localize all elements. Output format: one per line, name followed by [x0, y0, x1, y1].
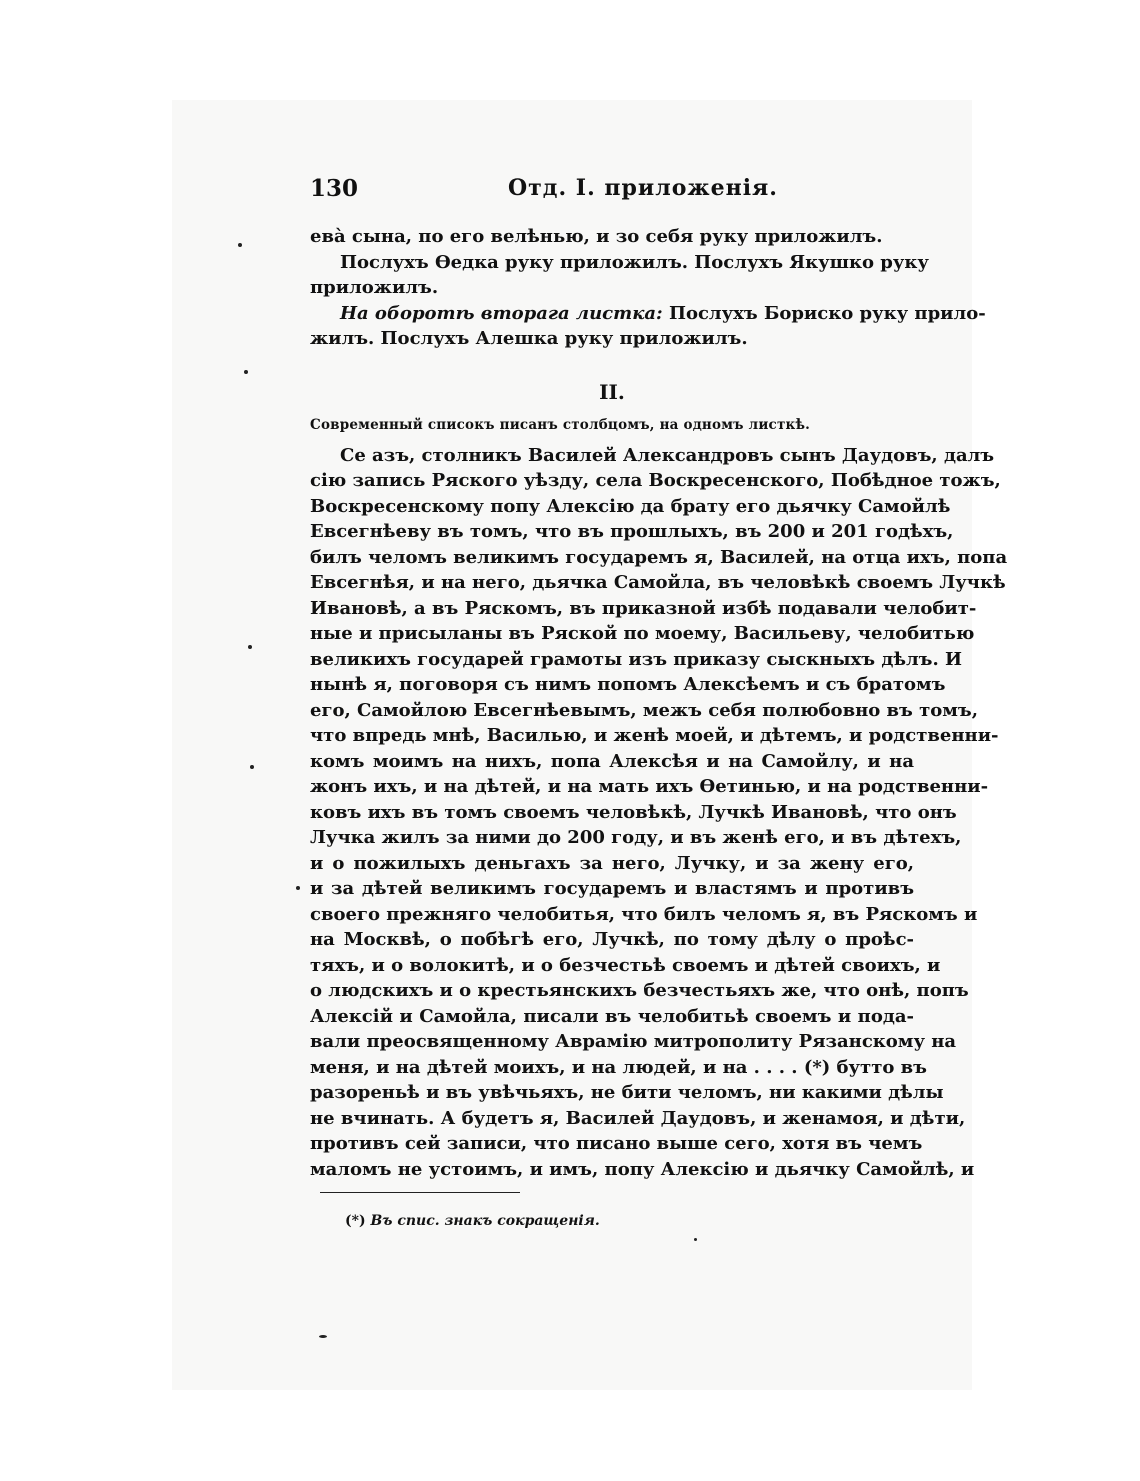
- text-line: ные и присыланы въ Ряской по моему, Васильеву, челобитью: [310, 623, 975, 644]
- text-line: жилъ. Послухъ Алешка руку приложилъ.: [310, 328, 748, 349]
- reverse-side-paragraph: [310, 301, 986, 352]
- footnote: [345, 1213, 600, 1229]
- text-line: Послухъ Ѳедка руку приложилъ. Послухъ Якушко руку: [340, 251, 929, 273]
- text-line: противъ сей записи, что писано выше сего, хотя въ чемъ: [310, 1133, 923, 1154]
- text-line: Ивановѣ, а въ Ряскомъ, въ приказной избѣ подавали челобит-: [310, 597, 977, 619]
- scan-speck: [248, 645, 252, 649]
- page-number: 130: [310, 175, 359, 202]
- text-line: и за дѣтей великимъ государемъ и властямъ и противъ: [310, 878, 914, 899]
- witness-paragraph: [310, 250, 929, 301]
- footnote-divider: [320, 1192, 520, 1193]
- text-line: нынѣ я, поговоря съ нимъ попомъ Алексѣемъ и съ братомъ: [310, 674, 946, 695]
- text-line: билъ челомъ великимъ государемъ я, Василей, на отца ихъ, попа: [310, 546, 1008, 568]
- text-line: не вчинать. А будетъ я, Василей Даудовъ, и женамоя, и дѣти,: [310, 1107, 966, 1129]
- text-line: Евсегнѣя, и на него, дьячка Самойла, въ человѣкѣ своемъ Лучкѣ: [310, 572, 1006, 593]
- text-line: маломъ не устоимъ, и имъ, попу Алексію и дьячку Самойлѣ, и: [310, 1158, 975, 1180]
- continuation-paragraph: [310, 224, 914, 250]
- text-line: вали преосвященному Аврамію митрополиту Рязанскому на: [310, 1031, 957, 1052]
- scan-speck: [238, 243, 242, 247]
- text-line: ковъ ихъ въ томъ своемъ человѣкѣ, Лучкѣ Ивановѣ, что онъ: [310, 801, 957, 823]
- text-line: [310, 301, 986, 327]
- scan-speck: [319, 1335, 327, 1338]
- text-line: о людскихъ и о крестьянскихъ безчестьяхъ же, что онѣ, попъ: [310, 980, 969, 1001]
- text-line: Се азъ, столникъ Василей Александровъ сынъ Даудовъ, далъ: [340, 444, 995, 466]
- text-line: разореньѣ и въ увѣчьяхъ, не бити челомъ, ни какими дѣлы: [310, 1082, 944, 1103]
- scan-speck: [244, 370, 248, 374]
- text-line: Евсегнѣеву въ томъ, что въ прошлыхъ, въ 200 и 201 годѣхъ,: [310, 521, 954, 542]
- reverse-label: На оборотѣ вторага листка:: [340, 302, 663, 324]
- running-head: Отд. I. приложенія.: [508, 175, 778, 201]
- text-line: комъ моимъ на нихъ, попа Алексѣя и на Самойлу, и на: [310, 750, 914, 772]
- text-line: Лучка жилъ за ними до 200 году, и въ женѣ его, и въ дѣтехъ,: [310, 827, 962, 848]
- text-line: великихъ государей грамоты изъ приказу сыскныхъ дѣлъ. И: [310, 648, 963, 670]
- text-line: жонъ ихъ, и на дѣтей, и на мать ихъ Ѳетинью, и на родственни-: [310, 776, 989, 797]
- reverse-text: Послухъ Бориско руку прило-: [668, 302, 986, 324]
- text-line: тяхъ, и о волокитѣ, и о безчестьѣ своемъ и дѣтей своихъ, и: [310, 954, 941, 976]
- footnote-text: Въ спис. знакъ сокращенія.: [370, 1213, 600, 1229]
- scan-speck: [296, 886, 300, 890]
- section-subheading: Современный списокъ писанъ столбцомъ, на одномъ листкѣ.: [310, 417, 811, 433]
- scan-speck: [694, 1238, 697, 1241]
- text-line: меня, и на дѣтей моихъ, и на людей, и на . . . . (*) бутто въ: [310, 1056, 927, 1078]
- text-line: сію запись Ряского уѣзду, села Воскресенского, Побѣдное тожъ,: [310, 470, 1001, 491]
- scan-speck: [250, 765, 254, 769]
- footnote-mark: (*): [345, 1213, 366, 1229]
- text-line: что впредь мнѣ, Василью, и женѣ моей, и дѣтемъ, и родственни-: [310, 725, 999, 746]
- text-line: Алексій и Самойла, писали въ челобитьѣ своемъ и пода-: [310, 1005, 914, 1027]
- text-line: своего прежняго челобитья, что билъ челомъ я, въ Ряскомъ и: [310, 903, 978, 925]
- section-number: II.: [599, 379, 625, 404]
- text-line: Воскресенскому попу Алексію да брату его дьячку Самойлѣ: [310, 495, 951, 517]
- text-line: на Москвѣ, о побѣгѣ его, Лучкѣ, по тому дѣлу о проѣс-: [310, 929, 914, 950]
- body-text: [310, 224, 1008, 1182]
- text-line: его, Самойлою Евсегнѣевымъ, межъ себя полюбовно въ томъ,: [310, 699, 978, 721]
- text-line: ева̀ сына, по его велѣнью, и зо себя руку приложилъ.: [310, 226, 883, 247]
- main-paragraph: [310, 443, 1008, 1183]
- text-line: приложилъ.: [310, 277, 439, 298]
- page-header: [310, 175, 914, 205]
- text-line: и о пожилыхъ деньгахъ за него, Лучку, и за жену его,: [310, 852, 914, 874]
